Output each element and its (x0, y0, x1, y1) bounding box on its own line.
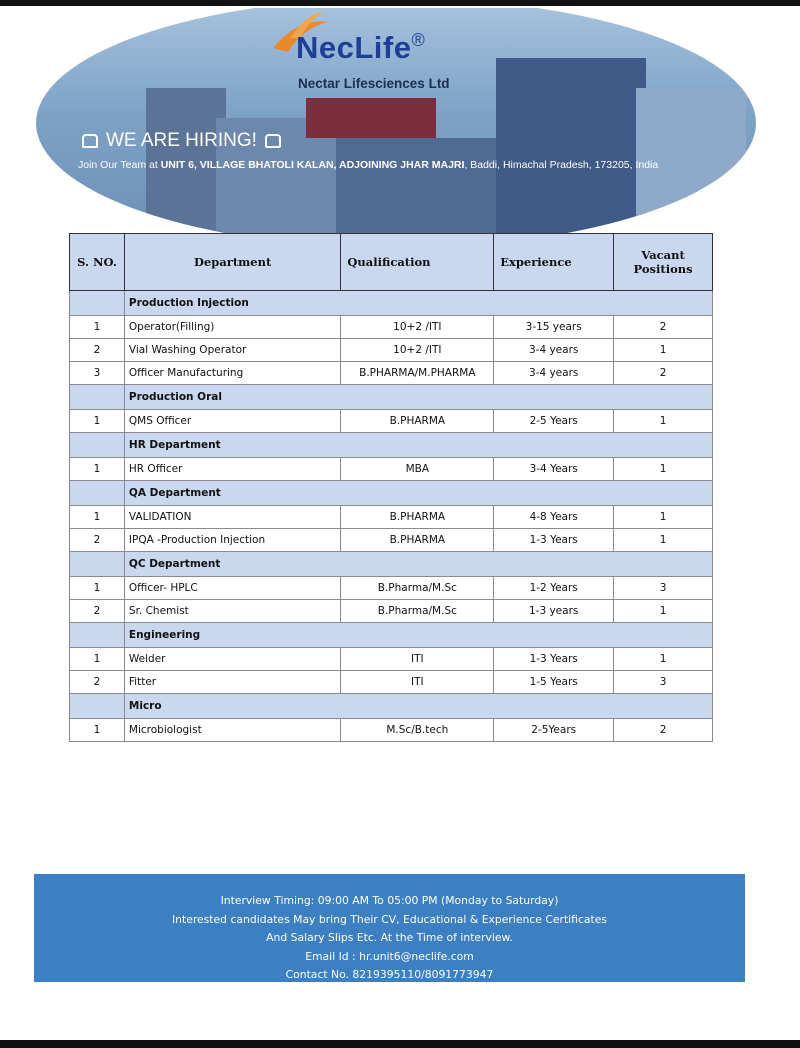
header-banner (36, 8, 756, 248)
table-row (70, 577, 713, 600)
cell-department: Microbiologist (124, 719, 340, 742)
cell-sno: 2 (70, 529, 125, 552)
section-row (70, 291, 713, 316)
documents-note: Interested candidates May bring Their CV, Educational & Experience Certificates (171, 912, 608, 926)
cell-qualification: 10+2 /ITI (341, 316, 494, 339)
contact-phone: Contact No. 8219395110/8091773947 (285, 968, 494, 981)
join-address-bold: UNIT 6, VILLAGE BHATOLI KALAN, ADJOINING JHAR MAJRI (160, 159, 465, 171)
section-title: Engineering (124, 623, 712, 648)
cell-qualification: B.Pharma/M.Sc (341, 577, 494, 600)
cell-experience: 2-5Years (494, 719, 614, 742)
cell-vacant: 2 (614, 719, 713, 742)
cell-qualification: ITI (341, 648, 494, 671)
cell-vacant: 2 (614, 362, 713, 385)
table-row (70, 671, 713, 694)
bottom-border (0, 1040, 800, 1048)
section-row (70, 385, 713, 410)
section-spacer-cell (70, 694, 125, 719)
cell-sno: 1 (70, 719, 125, 742)
table-row (70, 719, 713, 742)
cell-department: Welder (124, 648, 340, 671)
col-header-experience: Experience (494, 234, 614, 291)
cell-experience: 3-15 years (494, 316, 614, 339)
cell-sno: 1 (70, 577, 125, 600)
cell-experience: 4-8 Years (494, 506, 614, 529)
table-header-row (70, 234, 713, 291)
section-spacer-cell (70, 481, 125, 506)
cell-department: Officer Manufacturing (124, 362, 340, 385)
logo-registered-mark: ® (411, 30, 425, 50)
cell-department: Operator(Filling) (124, 316, 340, 339)
bell-icon (82, 134, 98, 148)
cell-qualification: 10+2 /ITI (341, 339, 494, 362)
cell-sno: 1 (70, 458, 125, 481)
cell-experience: 3-4 Years (494, 458, 614, 481)
cell-department: Sr. Chemist (124, 600, 340, 623)
cell-vacant: 3 (614, 671, 713, 694)
cell-vacant: 1 (614, 339, 713, 362)
cell-qualification: B.PHARMA/M.PHARMA (341, 362, 494, 385)
cell-experience: 3-4 years (494, 339, 614, 362)
join-prefix: Join Our Team at (78, 159, 161, 171)
cell-vacant: 1 (614, 648, 713, 671)
join-address (78, 159, 658, 171)
col-header-sno: S. NO. (70, 234, 125, 291)
cell-sno: 2 (70, 600, 125, 623)
building-shape (496, 58, 646, 248)
section-title: Production Injection (124, 291, 712, 316)
cell-qualification: MBA (341, 458, 494, 481)
section-spacer-cell (70, 291, 125, 316)
vacancies-table (69, 233, 713, 742)
cell-experience: 1-3 Years (494, 648, 614, 671)
cell-qualification: ITI (341, 671, 494, 694)
cell-sno: 1 (70, 506, 125, 529)
contact-email: Email Id : hr.unit6@neclife.com (305, 949, 474, 963)
cell-department: QMS Officer (124, 410, 340, 433)
cell-sno: 1 (70, 316, 125, 339)
col-header-qualification: Qualification (341, 234, 494, 291)
section-row (70, 552, 713, 577)
section-title: Production Oral (124, 385, 712, 410)
section-row (70, 694, 713, 719)
cell-qualification: M.Sc/B.tech (341, 719, 494, 742)
section-title: QC Department (124, 552, 712, 577)
cell-qualification: B.Pharma/M.Sc (341, 600, 494, 623)
table-row (70, 600, 713, 623)
cell-experience: 3-4 years (494, 362, 614, 385)
section-title: HR Department (124, 433, 712, 458)
hiring-banner (82, 130, 281, 152)
bell-icon (265, 134, 281, 148)
cell-vacant: 2 (614, 316, 713, 339)
section-title: QA Department (124, 481, 712, 506)
section-spacer-cell (70, 623, 125, 648)
cell-experience: 1-3 Years (494, 529, 614, 552)
cell-sno: 3 (70, 362, 125, 385)
company-name: Nectar Lifesciences Ltd (298, 76, 450, 91)
cell-sno: 1 (70, 410, 125, 433)
interview-timing: Interview Timing: 09:00 AM To 05:00 PM (Monday to Saturday) (220, 894, 559, 907)
company-logo (296, 30, 496, 66)
cell-department: Vial Washing Operator (124, 339, 340, 362)
table-row (70, 506, 713, 529)
documents-note-cont: And Salary Slips Etc. At the Time of interview. (266, 931, 513, 944)
cell-experience: 1-5 Years (494, 671, 614, 694)
cell-qualification: B.PHARMA (341, 529, 494, 552)
cell-sno: 1 (70, 648, 125, 671)
table-row (70, 458, 713, 481)
cell-department: Officer- HPLC (124, 577, 340, 600)
cell-vacant: 1 (614, 506, 713, 529)
cell-qualification: B.PHARMA (341, 410, 494, 433)
footer-info-box (34, 874, 745, 982)
section-spacer-cell (70, 552, 125, 577)
cell-vacant: 1 (614, 410, 713, 433)
cell-vacant: 1 (614, 600, 713, 623)
logo-text: NecLife (296, 30, 412, 65)
cell-sno: 2 (70, 671, 125, 694)
hiring-text: WE ARE HIRING! (106, 130, 257, 151)
col-header-department: Department (124, 234, 340, 291)
cell-department: VALIDATION (124, 506, 340, 529)
table-row (70, 648, 713, 671)
table-row (70, 529, 713, 552)
section-spacer-cell (70, 433, 125, 458)
cell-qualification: B.PHARMA (341, 506, 494, 529)
building-canopy (306, 98, 436, 138)
col-header-vacant-positions: Vacant Positions (614, 234, 713, 291)
section-title: Micro (124, 694, 712, 719)
cell-department: HR Officer (124, 458, 340, 481)
table-row (70, 339, 713, 362)
cell-sno: 2 (70, 339, 125, 362)
cell-experience: 1-3 years (494, 600, 614, 623)
cell-vacant: 1 (614, 529, 713, 552)
table-body (70, 291, 713, 742)
cell-experience: 2-5 Years (494, 410, 614, 433)
section-row (70, 481, 713, 506)
table-row (70, 362, 713, 385)
table-row (70, 410, 713, 433)
cell-vacant: 3 (614, 577, 713, 600)
table-row (70, 316, 713, 339)
section-row (70, 623, 713, 648)
top-border (0, 0, 800, 6)
cell-department: IPQA -Production Injection (124, 529, 340, 552)
section-row (70, 433, 713, 458)
section-spacer-cell (70, 385, 125, 410)
cell-department: Fitter (124, 671, 340, 694)
cell-vacant: 1 (614, 458, 713, 481)
join-suffix: , Baddi, Himachal Pradesh, 173205, India (464, 159, 659, 171)
cell-experience: 1-2 Years (494, 577, 614, 600)
